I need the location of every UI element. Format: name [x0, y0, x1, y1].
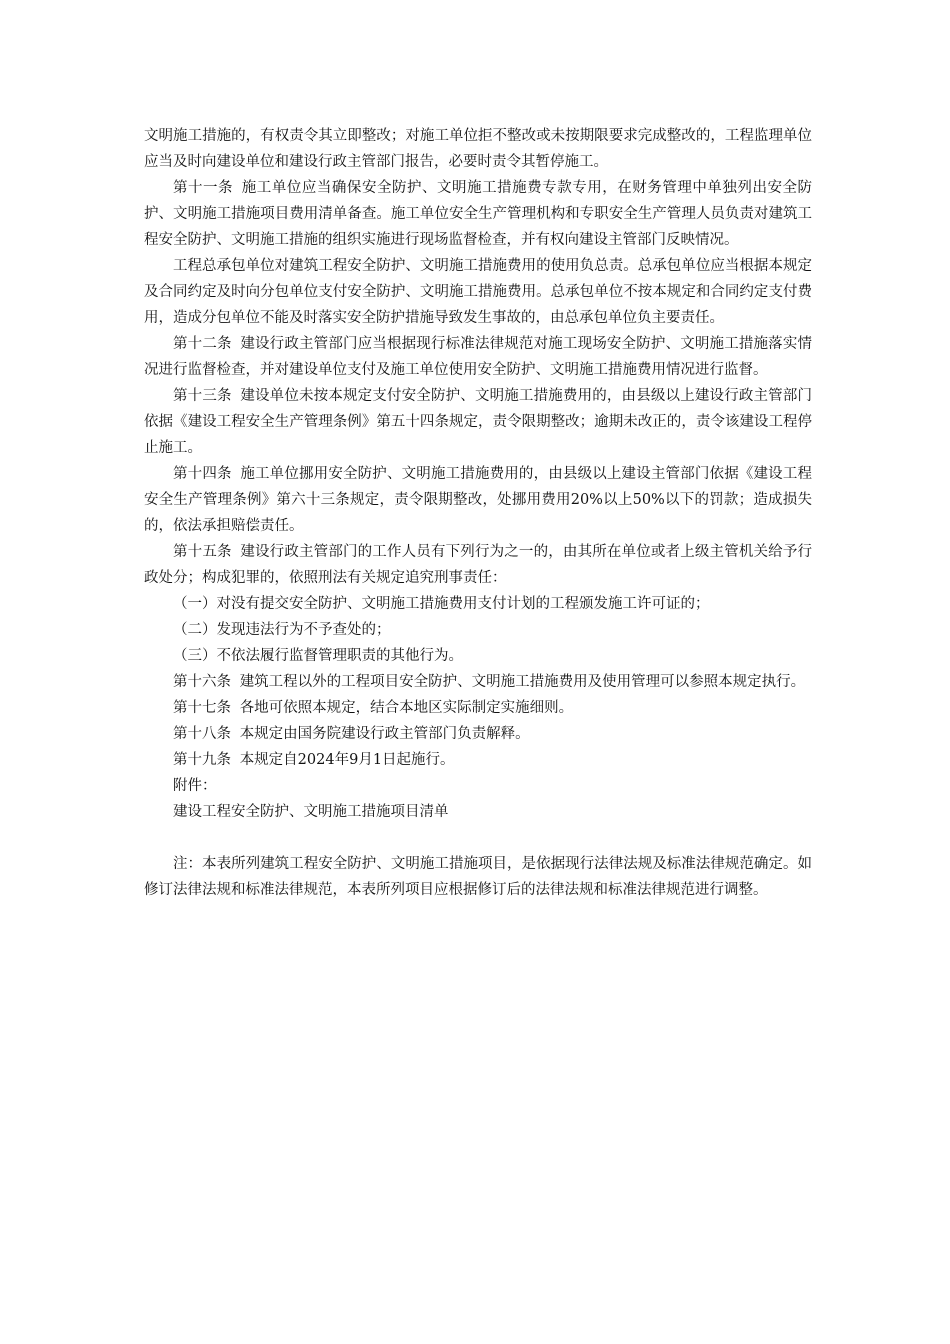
article-15-item-2: （二）发现违法行为不予查处的；: [173, 622, 391, 638]
attachment-label: 附件：: [173, 778, 217, 794]
article-14-label: 第十四条: [173, 466, 232, 482]
article-15-item-1: （一）对没有提交安全防护、文明施工措施费用支付计划的工程颁发施工许可证的；: [173, 596, 710, 612]
article-18-text: 本规定由国务院建设行政主管部门负责解释。: [239, 726, 530, 742]
article-18: [144, 721, 812, 747]
article-13-label: 第十三条: [173, 388, 232, 404]
article-18-label: 第十八条: [173, 726, 231, 742]
article-15-item-3: （三）不依法履行监督管理职责的其他行为。: [173, 648, 463, 664]
article-11-label: 第十一条: [173, 180, 234, 196]
article-17: [144, 695, 812, 721]
article-16-text: 建筑工程以外的工程项目安全防护、文明施工措施费用及使用管理可以参照本规定执行。: [239, 674, 806, 690]
article-15: [144, 539, 812, 591]
article-16-label: 第十六条: [173, 674, 231, 690]
blank-line: [144, 825, 812, 851]
article-12: [144, 331, 812, 383]
article-17-label: 第十七条: [173, 700, 231, 716]
article-13: [144, 383, 812, 461]
article-11: [144, 175, 812, 253]
article-19: [144, 747, 812, 773]
article-14: [144, 461, 812, 539]
article-11-text: 施工单位应当确保安全防护、文明施工措施费专款专用，在财务管理中单独列出安全防护、文明施工措施项目费用清单备查。施工单位安全生产管理机构和专职安全生产管理人员负责对建筑工程安全防护、文明施工措施的组织实施进行现场监督检查，并有权向建设主管部门反映情况。: [144, 180, 813, 248]
article-14-text: 施工单位挪用安全防护、文明施工措施费用的，由县级以上建设主管部门依据《建设工程安全生产管理条例》第六十三条规定，责令限期整改，处挪用费用20%以上50%以下的罚款；造成损失的，依法承担赔偿责任。: [144, 466, 813, 534]
note-paragraph: 注：本表所列建筑工程安全防护、文明施工措施项目，是依据现行法律法规及标准法律规范确定。如修订法律法规和标准法律规范，本表所列项目应根据修订后的法律法规和标准法律规范进行调整。: [144, 856, 812, 898]
article-12-label: 第十二条: [173, 336, 232, 352]
article-13-text: 建设单位未按本规定支付安全防护、文明施工措施费用的，由县级以上建设行政主管部门依据《建设工程安全生产管理条例》第五十四条规定，责令限期整改；逾期未改正的，责令该建设工程停止施工。: [144, 388, 813, 456]
article-19-label: 第十九条: [173, 752, 231, 768]
attachment-title: 建设工程安全防护、文明施工措施项目清单: [173, 804, 449, 820]
article-19-text: 本规定自2024年9月1日起施行。: [239, 752, 455, 768]
paragraph-general-contractor: 工程总承包单位对建筑工程安全防护、文明施工措施费用的使用负总责。总承包单位应当根据本规定及合同约定及时向分包单位支付安全防护、文明施工措施费用。总承包单位不按本规定和合同约定支付费用，造成分包单位不能及时落实安全防护措施导致发生事故的，由总承包单位负主要责任。: [144, 258, 812, 326]
article-17-text: 各地可依照本规定，结合本地区实际制定实施细则。: [239, 700, 574, 716]
article-16: [144, 669, 812, 695]
article-12-text: 建设行政主管部门应当根据现行标准法律规范对施工现场安全防护、文明施工措施落实情况进行监督检查，并对建设单位支付及施工单位使用安全防护、文明施工措施费用情况进行监督。: [144, 336, 813, 378]
article-15-label: 第十五条: [173, 544, 232, 560]
article-15-text: 建设行政主管部门的工作人员有下列行为之一的，由其所在单位或者上级主管机关给予行政处分；构成犯罪的，依照刑法有关规定追究刑事责任：: [144, 544, 813, 586]
paragraph-continuation: 文明施工措施的，有权责令其立即整改；对施工单位拒不整改或未按期限要求完成整改的，工程监理单位应当及时向建设单位和建设行政主管部门报告，必要时责令其暂停施工。: [144, 128, 812, 170]
document-page: [144, 123, 812, 903]
